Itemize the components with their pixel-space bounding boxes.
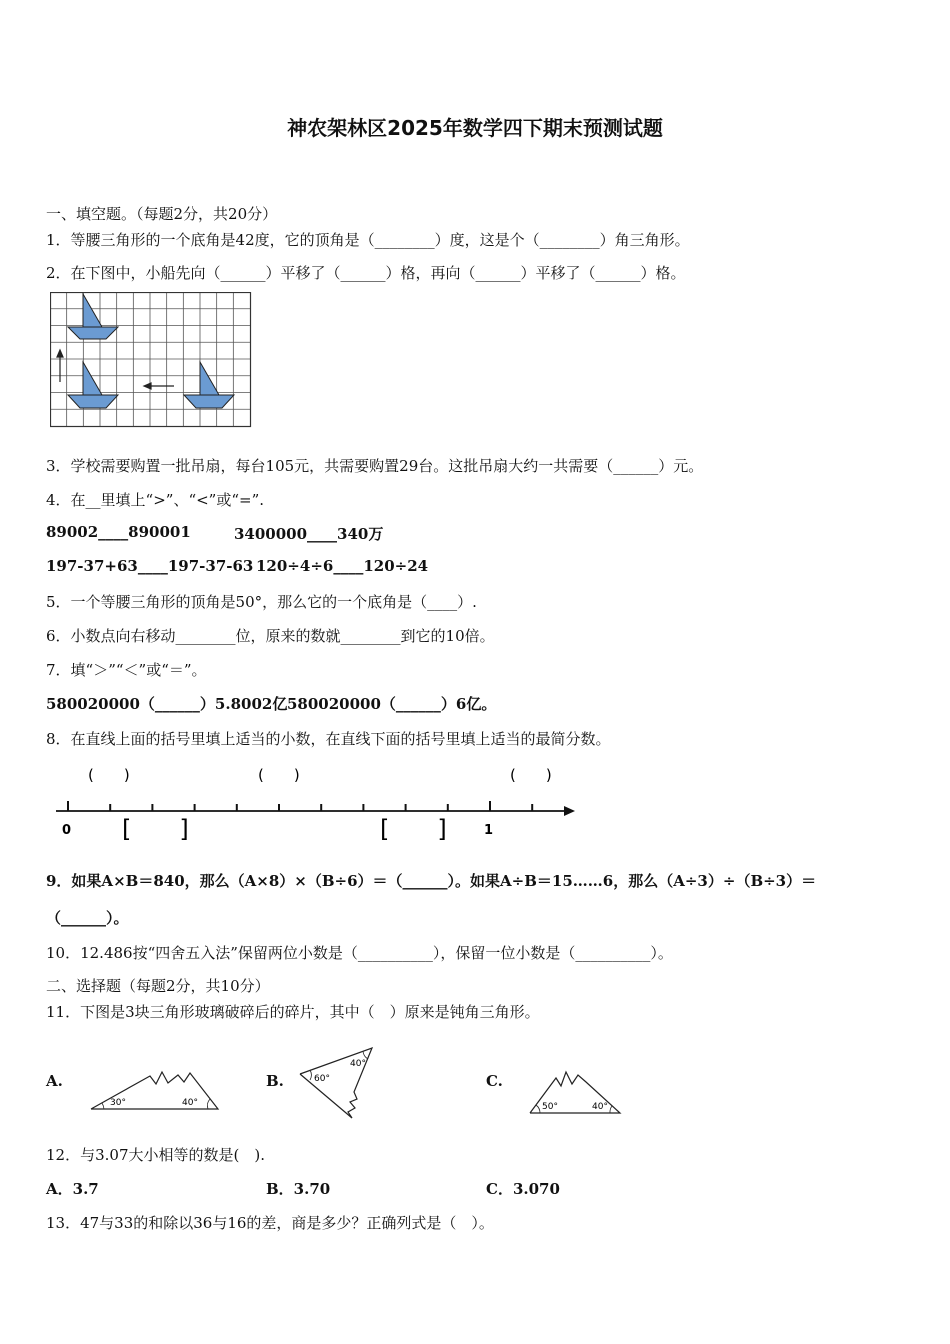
left-arrow-icon (144, 383, 174, 389)
question-2: 2．在下图中，小船先向（______）平移了（______）格，再向（______）平移了（______）格。 (46, 264, 686, 282)
question-8: 8．在直线上面的括号里填上适当的小数，在直线下面的括号里填上适当的最简分数。 (46, 730, 611, 748)
section-heading-choice: 二、选择题（每题2分，共10分） (46, 977, 270, 995)
upper-bracket-2: ( ) (258, 766, 300, 784)
q12-option-a: A．3.7 (46, 1180, 99, 1198)
question-4: 4．在__里填上“>”、“<”或“=”. (46, 491, 265, 509)
q4-item-4: 120÷4÷6____120÷24 (256, 557, 429, 575)
boat-bottom-left (68, 362, 118, 408)
page-title: 神农架林区2025年数学四下期末预测试题 (287, 116, 663, 140)
question-7: 7．填“＞”“＜”或“＝”。 (46, 661, 207, 679)
lower-bracket-2: [ ] (380, 815, 447, 843)
q11-option-b-shape (296, 1044, 378, 1120)
q4-item-2: 3400000____340万 (234, 525, 384, 543)
boat-bottom-right (184, 362, 234, 408)
question-13: 13．47与33的和除以36与16的差，商是多少？正确列式是（ ）。 (46, 1214, 494, 1232)
q11-option-b-label: B. (266, 1072, 284, 1090)
question-9-line-2: （______）。 (46, 909, 129, 927)
question-10: 10．12.486按“四舍五入法”保留两位小数是（__________），保留一位小数是（__________）。 (46, 944, 673, 962)
q11-option-c-shape (526, 1068, 624, 1116)
q11-b-angle-1: 60° (314, 1074, 330, 1084)
q11-c-angle-2: 40° (592, 1102, 608, 1112)
boat-grid-figure (50, 292, 252, 428)
q11-b-angle-2: 40° (350, 1059, 366, 1069)
q11-a-angle-2: 40° (182, 1098, 198, 1108)
q4-item-1: 89002____890001 (46, 523, 191, 541)
q11-a-angle-1: 30° (110, 1098, 126, 1108)
question-6: 6．小数点向右移动________位，原来的数就________到它的10倍。 (46, 627, 495, 645)
q11-c-angle-1: 50° (542, 1102, 558, 1112)
question-5: 5．一个等腰三角形的顶角是50°，那么它的一个底角是（____）. (46, 593, 477, 611)
section-heading-fill-in: 一、填空题。（每题2分，共20分） (46, 205, 278, 223)
q11-option-a-label: A. (46, 1072, 63, 1090)
q4-item-3: 197-37+63____197-37-63 (46, 557, 254, 575)
q11-option-c-label: C. (486, 1072, 503, 1090)
question-1: 1．等腰三角形的一个底角是42度，它的顶角是（________）度，这是个（________）角三角形。 (46, 231, 690, 249)
lower-bracket-1: [ ] (122, 815, 189, 843)
q7-item-2: 580020000（______）6亿。 (287, 695, 497, 713)
q12-option-b: B．3.70 (266, 1180, 331, 1198)
q12-option-c: C．3.070 (486, 1180, 560, 1198)
question-12: 12．与3.07大小相等的数是( ). (46, 1146, 265, 1164)
boat-top (68, 294, 118, 339)
upper-bracket-3: ( ) (510, 766, 552, 784)
label-zero: 0 (62, 823, 72, 838)
q11-option-a-shape (86, 1066, 222, 1114)
up-arrow-icon (57, 350, 63, 382)
upper-bracket-1: ( ) (88, 766, 130, 784)
question-9-line-1: 9．如果A×B＝840，那么（A×8）×（B÷6）＝（______）。如果A÷B＝15……6，那么（A÷3）÷（B÷3）＝ (46, 872, 817, 890)
question-3: 3．学校需要购置一批吊扇，每台105元，共需要购置29台。这批吊扇大约一共需要（______）元。 (46, 457, 704, 475)
label-one: 1 (484, 823, 494, 838)
number-line-figure (50, 758, 580, 850)
q7-item-1: 580020000（______）5.8002亿 (46, 695, 288, 713)
question-11: 11．下图是3块三角形玻璃破碎后的碎片，其中（ ）原来是钝角三角形。 (46, 1003, 540, 1021)
arrow-head-icon (564, 806, 575, 816)
